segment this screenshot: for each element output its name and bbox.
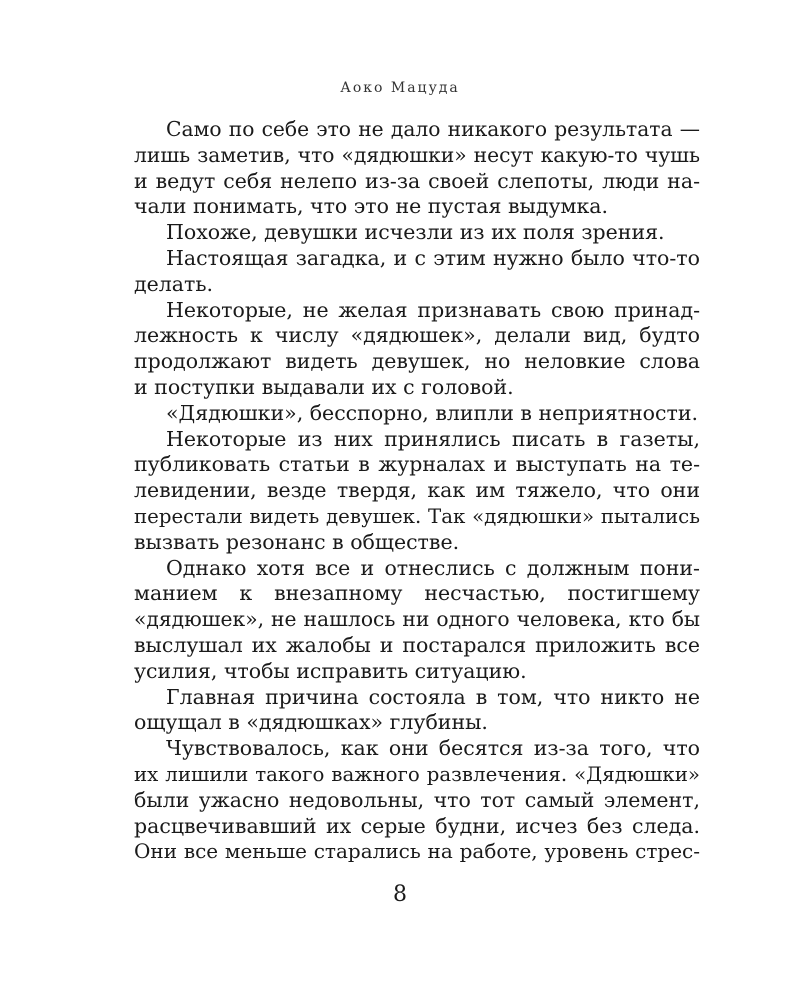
text-line: Некоторые, не желая признавать свою принад- [166,297,700,322]
text-line: перестали видеть девушек. Так «дядюшки» пытались [134,504,700,528]
text-line: Похоже, девушки исчезли из их поля зрения. [166,220,665,245]
text-line: «Дядюшки», бесспорно, влипли в неприятности. [166,400,698,425]
text-line: выслушал их жалобы и постарался приложить все [134,632,700,657]
text-line: лежность к числу «дядюшек», делали вид, будто [134,323,700,348]
text-line: усилия, чтобы исправить ситуацию. [134,658,527,683]
text-line: делать. [134,271,214,296]
text-line: и ведут себя нелепо из-за своей слепоты, люди на- [134,168,700,193]
text-line: Они все меньше старались на работе, уровень стрес- [134,839,700,864]
text-line: Само по себе это не дало никакого результата — [166,117,700,141]
running-header: Аоко Мацуда [340,80,460,96]
text-line: левидении, везде твердя, как им тяжело, что они [134,478,700,503]
text-line: Однако хотя все и отнеслись с должным пони- [166,555,700,580]
page-number: 8 [393,882,407,907]
text-line: «дядюшек», не нашлось ни одного человека, кто бы [134,607,700,632]
body-text [134,117,700,865]
text-line: чали понимать, что это не пустая выдумка. [134,194,609,219]
text-line: расцвечивавший их серые будни, исчез без следа. [134,813,700,838]
text-line: Некоторые из них принялись писать в газеты, [166,426,700,451]
text-line: манием к внезапному несчастью, постигшему [134,581,700,606]
text-line: их лишили такого важного развлечения. «Дядюшки» [134,762,700,786]
text-line: продолжают видеть девушек, но неловкие слова [134,349,700,374]
text-line: были ужасно недовольны, что тот самый элемент, [134,787,700,812]
text-line: Чувствовалось, как они бесятся из-за того, что [166,736,700,761]
text-line: Настоящая загадка, и с этим нужно было что-то [166,245,700,270]
text-line: лишь заметив, что «дядюшки» несут какую-то чушь [134,142,700,167]
text-line: и поступки выдавали их с головой. [134,374,514,399]
text-line: Главная причина состояла в том, что никто не [166,684,700,709]
text-line: публиковать статьи в журналах и выступать на те- [134,452,700,477]
text-line: ощущал в «дядюшках» глубины. [134,710,488,735]
text-line: вызвать резонанс в обществе. [134,529,460,554]
